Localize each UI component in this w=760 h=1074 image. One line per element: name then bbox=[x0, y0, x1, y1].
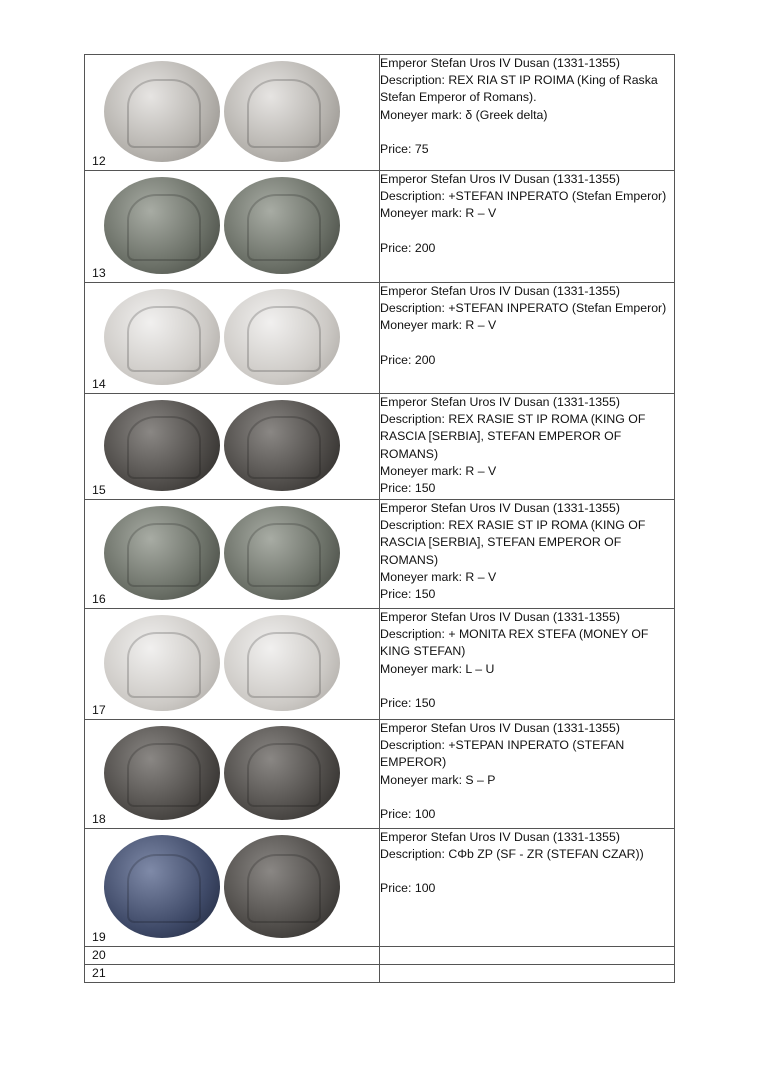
coin-obverse-image bbox=[104, 177, 220, 274]
moneyer-mark: Moneyer mark: R – V bbox=[380, 569, 497, 584]
empty-cell bbox=[380, 965, 675, 983]
coin-reverse-image bbox=[224, 615, 340, 711]
coin-description-cell bbox=[380, 829, 675, 947]
ruler-title: Emperor Stefan Uros IV Dusan (1331-1355) bbox=[380, 830, 620, 844]
table-row bbox=[85, 965, 675, 983]
coin-price: Price: 100 bbox=[380, 881, 436, 896]
coin-reverse-image bbox=[224, 506, 340, 600]
coin-description-cell bbox=[380, 500, 675, 609]
coin-reverse-image bbox=[224, 61, 340, 162]
ruler-title: Emperor Stefan Uros IV Dusan (1331-1355) bbox=[380, 56, 620, 70]
moneyer-mark: Moneyer mark: L – U bbox=[380, 661, 495, 676]
coin-description: Description: +STEFAN INPERATO (Stefan Emperor) bbox=[380, 189, 667, 204]
coin-image-cell bbox=[85, 55, 380, 171]
item-number: 14 bbox=[92, 377, 106, 391]
ruler-title: Emperor Stefan Uros IV Dusan (1331-1355) bbox=[380, 284, 620, 298]
coin-obverse-image bbox=[104, 289, 220, 385]
coin-photos bbox=[104, 177, 340, 274]
moneyer-mark: Moneyer mark: S – P bbox=[380, 772, 496, 787]
table-row bbox=[85, 55, 675, 171]
item-number: 13 bbox=[92, 266, 106, 280]
coin-price: Price: 150 bbox=[380, 587, 436, 602]
coin-price: Price: 200 bbox=[380, 240, 436, 255]
item-number: 18 bbox=[92, 812, 106, 826]
item-number: 15 bbox=[92, 483, 106, 497]
coin-obverse-image bbox=[104, 506, 220, 600]
coin-description: Description: CΦb ZP (SF - ZR (STEFAN CZAR)) bbox=[380, 847, 644, 862]
coin-photos bbox=[104, 400, 340, 491]
coin-obverse-image bbox=[104, 400, 220, 491]
coin-photos bbox=[104, 615, 340, 711]
coin-reverse-image bbox=[224, 726, 340, 820]
coin-image-cell bbox=[85, 720, 380, 829]
table-row bbox=[85, 283, 675, 394]
coin-description-cell bbox=[380, 283, 675, 394]
coin-reverse-image bbox=[224, 289, 340, 385]
moneyer-mark: Moneyer mark: R – V bbox=[380, 206, 497, 221]
coin-price: Price: 150 bbox=[380, 695, 436, 710]
coin-image-cell bbox=[85, 171, 380, 283]
table-row bbox=[85, 609, 675, 720]
coin-photos bbox=[104, 506, 340, 600]
coin-reverse-image bbox=[224, 177, 340, 274]
coin-price: Price: 75 bbox=[380, 141, 429, 156]
coin-reverse-image bbox=[224, 835, 340, 938]
item-number: 16 bbox=[92, 592, 106, 606]
coin-image-cell bbox=[85, 394, 380, 500]
coin-obverse-image bbox=[104, 835, 220, 938]
coin-price: Price: 150 bbox=[380, 481, 436, 496]
ruler-title: Emperor Stefan Uros IV Dusan (1331-1355) bbox=[380, 610, 620, 624]
ruler-title: Emperor Stefan Uros IV Dusan (1331-1355) bbox=[380, 172, 620, 186]
coin-photos bbox=[104, 289, 340, 385]
coin-description-cell bbox=[380, 609, 675, 720]
coin-description: Description: REX RIA ST IP ROIMA (King of Raska Stefan Emperor of Romans). bbox=[380, 73, 662, 105]
coin-obverse-image bbox=[104, 61, 220, 162]
item-number: 19 bbox=[92, 930, 106, 944]
table-row bbox=[85, 171, 675, 283]
table-row bbox=[85, 500, 675, 609]
coin-photos bbox=[104, 61, 340, 162]
table-row bbox=[85, 947, 675, 965]
item-number: 21 bbox=[92, 966, 106, 980]
coin-description-cell bbox=[380, 720, 675, 829]
coin-description-cell bbox=[380, 394, 675, 500]
table-row bbox=[85, 829, 675, 947]
ruler-title: Emperor Stefan Uros IV Dusan (1331-1355) bbox=[380, 721, 620, 735]
ruler-title: Emperor Stefan Uros IV Dusan (1331-1355) bbox=[380, 395, 620, 409]
coin-image-cell bbox=[85, 829, 380, 947]
item-number: 12 bbox=[92, 154, 106, 168]
item-number: 20 bbox=[92, 948, 106, 962]
ruler-title: Emperor Stefan Uros IV Dusan (1331-1355) bbox=[380, 501, 620, 515]
coin-description: Description: REX RASIE ST IP ROMA (KING OF RASCIA [SERBIA], STEFAN EMPEROR OF ROMANS) bbox=[380, 412, 649, 461]
empty-cell bbox=[380, 947, 675, 965]
coin-image-cell bbox=[85, 500, 380, 609]
coin-description-cell bbox=[380, 171, 675, 283]
table-row bbox=[85, 394, 675, 500]
coin-image-cell bbox=[85, 609, 380, 720]
coin-description-cell bbox=[380, 55, 675, 171]
coin-description: Description: +STEPAN INPERATO (STEFAN EMPEROR) bbox=[380, 738, 628, 770]
coin-price: Price: 200 bbox=[380, 352, 436, 367]
coin-image-cell bbox=[85, 283, 380, 394]
item-number: 17 bbox=[92, 703, 106, 717]
coin-description: Description: + MONITA REX STEFA (MONEY OF KING STEFAN) bbox=[380, 627, 652, 659]
coin-obverse-image bbox=[104, 615, 220, 711]
coin-description: Description: +STEFAN INPERATO (Stefan Emperor) bbox=[380, 301, 667, 316]
moneyer-mark: Moneyer mark: R – V bbox=[380, 463, 497, 478]
coin-catalog-table bbox=[84, 54, 675, 983]
coin-photos bbox=[104, 835, 340, 938]
moneyer-mark: Moneyer mark: δ (Greek delta) bbox=[380, 107, 548, 122]
coin-description: Description: REX RASIE ST IP ROMA (KING OF RASCIA [SERBIA], STEFAN EMPEROR OF ROMANS) bbox=[380, 518, 649, 567]
coin-obverse-image bbox=[104, 726, 220, 820]
coin-photos bbox=[104, 726, 340, 820]
table-row bbox=[85, 720, 675, 829]
moneyer-mark: Moneyer mark: R – V bbox=[380, 318, 497, 333]
coin-reverse-image bbox=[224, 400, 340, 491]
item-number-cell bbox=[85, 965, 380, 983]
item-number-cell bbox=[85, 947, 380, 965]
coin-price: Price: 100 bbox=[380, 806, 436, 821]
